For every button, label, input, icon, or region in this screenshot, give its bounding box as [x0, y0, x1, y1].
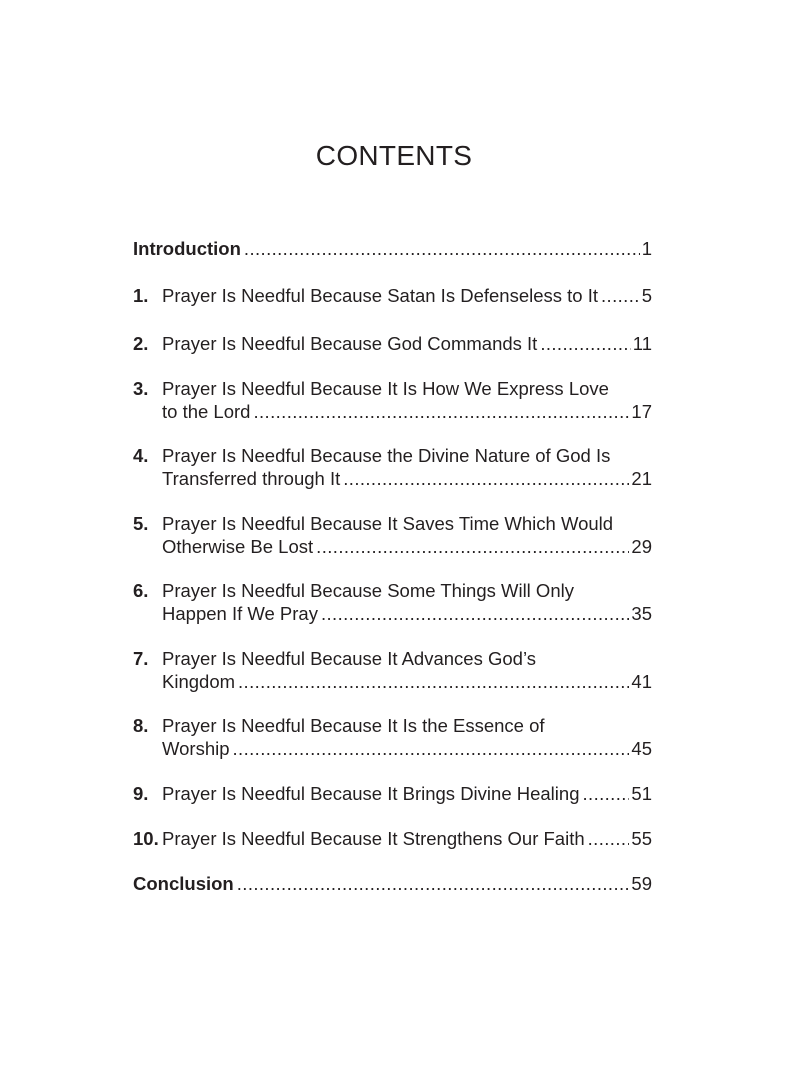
toc-entry-chapter-5[interactable] — [133, 513, 652, 558]
toc-entry-chapter-3[interactable] — [133, 378, 652, 423]
leader-dots — [233, 738, 630, 761]
chapter-title-line: Otherwise Be Lost — [162, 535, 314, 557]
toc-page-number: 41 — [631, 670, 652, 692]
toc-entry-label: Conclusion — [133, 873, 234, 894]
chapter-title-line: Worship — [162, 737, 230, 759]
toc-entry-introduction[interactable] — [133, 238, 652, 261]
chapter-title-line: Prayer Is Needful Because the Divine Nature of God Is — [162, 445, 611, 466]
chapter-number: 7. — [133, 648, 149, 669]
chapter-title-line: Happen If We Pray — [162, 602, 318, 624]
chapter-number: 2. — [133, 333, 149, 354]
chapter-title-line: Transferred through It — [162, 467, 341, 489]
leader-dots — [244, 238, 640, 261]
toc-page-number: 35 — [631, 602, 652, 624]
toc-page-number: 55 — [631, 828, 652, 849]
toc-page-number: 21 — [631, 467, 652, 489]
chapter-number: 4. — [133, 445, 149, 466]
leader-dots — [601, 285, 640, 308]
toc-page-number: 29 — [631, 535, 652, 557]
toc-entry-chapter-2[interactable] — [133, 333, 652, 356]
toc-entry-chapter-1[interactable] — [133, 285, 652, 308]
leader-dots — [540, 333, 630, 356]
chapter-title-line: to the Lord — [162, 400, 251, 422]
chapter-number: 10. — [133, 828, 159, 849]
toc-entry-chapter-4[interactable] — [133, 445, 652, 490]
leader-dots — [253, 401, 629, 424]
chapter-number: 8. — [133, 715, 149, 736]
chapter-number: 9. — [133, 783, 149, 804]
toc-entry-chapter-6[interactable] — [133, 580, 652, 625]
chapter-title-line: Prayer Is Needful Because Some Things Will Only — [162, 580, 574, 601]
toc-page-number: 1 — [641, 238, 652, 259]
chapter-title-line: Prayer Is Needful Because It Is the Essence of — [162, 715, 545, 736]
leader-dots — [321, 603, 629, 626]
toc-page-number: 59 — [631, 873, 652, 894]
leader-dots — [588, 828, 630, 851]
chapter-number: 3. — [133, 378, 149, 399]
chapter-title-line: Prayer Is Needful Because It Brings Divine Healing — [162, 783, 580, 804]
toc-entry-chapter-7[interactable] — [133, 648, 652, 693]
toc-page-number: 17 — [631, 400, 652, 422]
leader-dots — [237, 873, 630, 896]
chapter-title-line: Prayer Is Needful Because Satan Is Defenseless to It — [162, 285, 599, 306]
chapter-title-line: Prayer Is Needful Because It Is How We Express Love — [162, 378, 609, 399]
leader-dots — [316, 536, 629, 559]
toc-entry-conclusion[interactable] — [133, 873, 652, 896]
chapter-number: 1. — [133, 285, 149, 306]
toc-entry-chapter-10[interactable] — [133, 828, 652, 851]
chapter-title-line: Prayer Is Needful Because It Advances God’s — [162, 648, 536, 669]
chapter-number: 6. — [133, 580, 149, 601]
toc-page-number: 51 — [631, 783, 652, 804]
chapter-title-line: Prayer Is Needful Because It Saves Time Which Would — [162, 513, 614, 534]
toc-page-number: 5 — [641, 285, 652, 306]
leader-dots — [582, 783, 629, 806]
toc-entry-label: Introduction — [133, 238, 241, 259]
toc-page-number: 11 — [632, 333, 652, 354]
page-title: CONTENTS — [315, 140, 473, 171]
chapter-number: 5. — [133, 513, 149, 534]
toc-entry-chapter-8[interactable] — [133, 715, 652, 760]
chapter-title-line: Prayer Is Needful Because God Commands It — [162, 333, 538, 354]
toc-page-number: 45 — [631, 737, 652, 759]
toc-entry-chapter-9[interactable] — [133, 783, 652, 806]
chapter-title-line: Kingdom — [162, 670, 236, 692]
chapter-title-line: Prayer Is Needful Because It Strengthens Our Faith — [162, 828, 585, 849]
leader-dots — [343, 468, 629, 491]
leader-dots — [238, 671, 629, 694]
